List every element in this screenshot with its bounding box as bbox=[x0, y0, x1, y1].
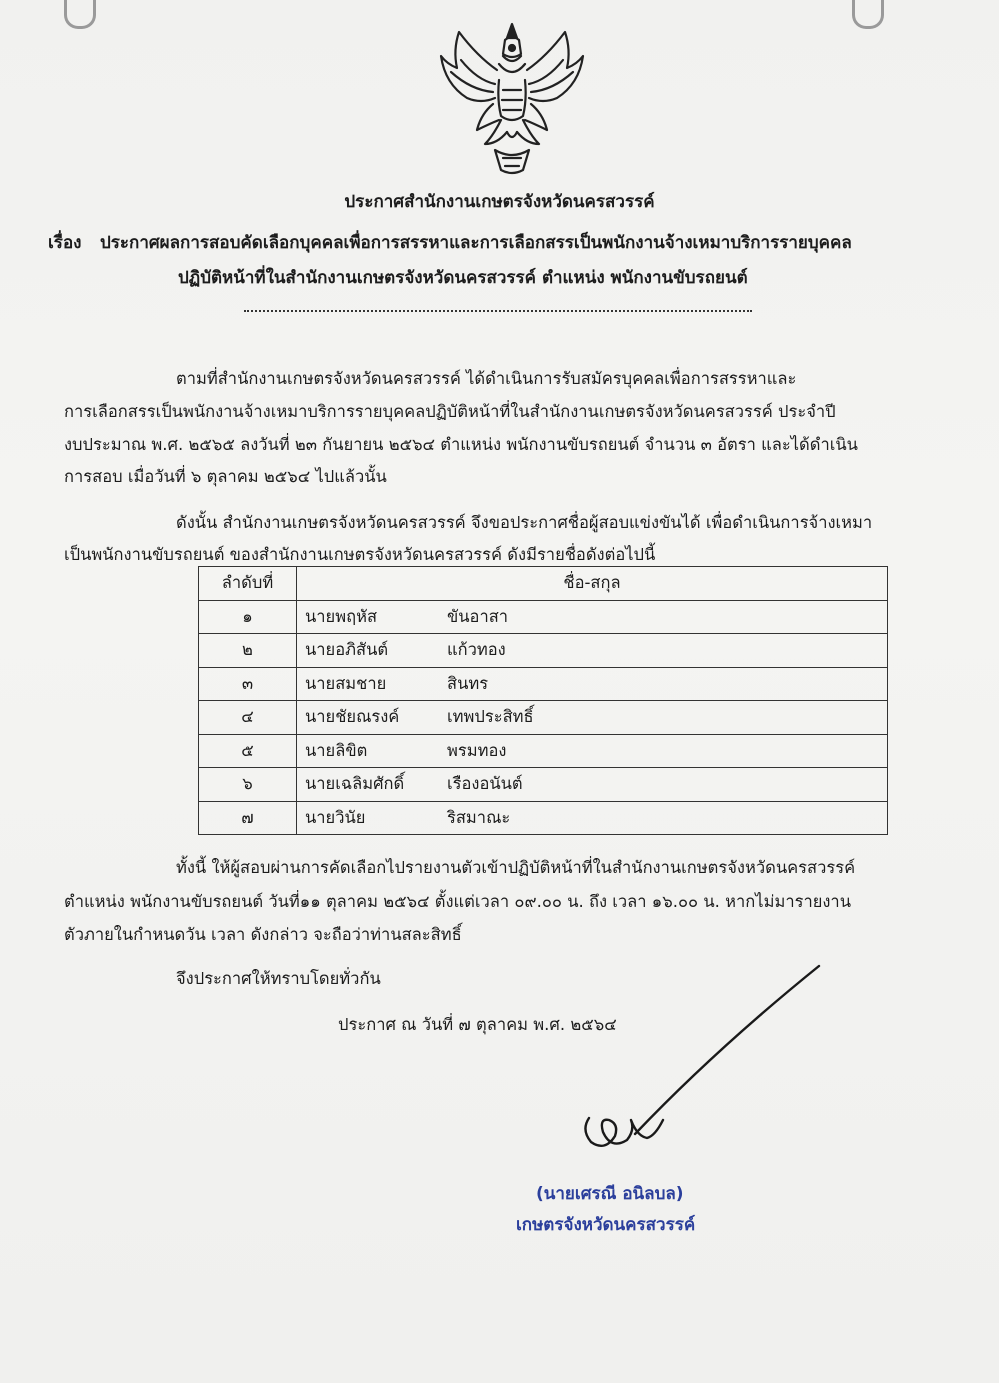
paragraph-1-line-3: งบประมาณ พ.ศ. ๒๕๖๕ ลงวันที่ ๒๓ กันยายน ๒๕๖๔ ตำแหน่ง พนักงานขับรถยนต์ จำนวน ๓ อัตรา และได้ดำเนิน bbox=[64, 435, 858, 454]
last-name: พรมทอง bbox=[447, 740, 507, 760]
paragraph-3-line-1: ทั้งนี้ ให้ผู้สอบผ่านการคัดเลือกไปรายงานตัวเข้าปฏิบัติหน้าที่ในสำนักงานเกษตรจังหวัดนครสวรรค์ bbox=[176, 858, 856, 877]
handwritten-signature bbox=[575, 960, 825, 1160]
garuda-emblem bbox=[437, 20, 587, 182]
table-row bbox=[199, 634, 888, 668]
signatory-name: (นายเศรณี อนิลบล) bbox=[536, 1184, 684, 1204]
table-row bbox=[199, 801, 888, 835]
last-name: ขันอาสา bbox=[447, 606, 509, 626]
row-number: ๒ bbox=[199, 634, 297, 668]
paragraph-1-line-2: การเลือกสรรเป็นพนักงานจ้างเหมาบริการรายบุคคลปฏิบัติหน้าที่ในสำนักงานเกษตรจังหวัดนครสวรรค์ ประจำปี bbox=[64, 402, 836, 421]
table-row bbox=[199, 667, 888, 701]
subject-line-2: ปฏิบัติหน้าที่ในสำนักงานเกษตรจังหวัดนครสวรรค์ ตำแหน่ง พนักงานขับรถยนต์ bbox=[178, 268, 748, 288]
row-number: ๓ bbox=[199, 667, 297, 701]
row-full-name bbox=[297, 734, 888, 768]
issuer-title: ประกาศสำนักงานเกษตรจังหวัดนครสวรรค์ bbox=[344, 192, 655, 212]
signatory-position: เกษตรจังหวัดนครสวรรค์ bbox=[516, 1215, 696, 1235]
candidates-table bbox=[198, 566, 888, 835]
row-number: ๖ bbox=[199, 768, 297, 802]
paper-clip bbox=[64, 0, 96, 29]
row-full-name bbox=[297, 667, 888, 701]
subject-line-1: ประกาศผลการสอบคัดเลือกบุคคลเพื่อการสรรหาและการเลือกสรรเป็นพนักงานจ้างเหมาบริการรายบุคคล bbox=[100, 233, 852, 253]
last-name: แก้วทอง bbox=[447, 640, 506, 660]
row-number: ๔ bbox=[199, 701, 297, 735]
subject-label: เรื่อง bbox=[48, 233, 82, 253]
row-number: ๑ bbox=[199, 600, 297, 634]
paragraph-1-line-4: การสอบ เมื่อวันที่ ๖ ตุลาคม ๒๕๖๔ ไปแล้วนั้น bbox=[64, 467, 387, 486]
divider bbox=[244, 310, 752, 312]
table-row bbox=[199, 701, 888, 735]
row-full-name bbox=[297, 801, 888, 835]
paper-clip bbox=[852, 0, 884, 29]
first-name: นายพฤหัส bbox=[305, 606, 378, 626]
paragraph-2-line-1: ดังนั้น สำนักงานเกษตรจังหวัดนครสวรรค์ จึงขอประกาศชื่อผู้สอบแข่งขันได้ เพื่อดำเนินการจ้างเหมา bbox=[176, 513, 873, 532]
column-header-order: ลำดับที่ bbox=[199, 567, 297, 601]
first-name: นายอภิสันต์ bbox=[305, 640, 389, 660]
table-row bbox=[199, 734, 888, 768]
table-row bbox=[199, 768, 888, 802]
row-full-name bbox=[297, 701, 888, 735]
row-number: ๕ bbox=[199, 734, 297, 768]
first-name: นายชัยณรงค์ bbox=[305, 707, 400, 727]
first-name: นายเฉลิมศักดิ์ bbox=[305, 774, 405, 794]
announcement-date: ประกาศ ณ วันที่ ๗ ตุลาคม พ.ศ. ๒๕๖๔ bbox=[338, 1015, 617, 1034]
paragraph-2-line-2: เป็นพนักงานขับรถยนต์ ของสำนักงานเกษตรจังหวัดนครสวรรค์ ดังมีรายชื่อดังต่อไปนี้ bbox=[64, 545, 656, 564]
first-name: นายลิขิต bbox=[305, 740, 368, 760]
row-full-name bbox=[297, 600, 888, 634]
column-header-name: ชื่อ-สกุล bbox=[297, 567, 888, 601]
last-name: สินทร bbox=[447, 673, 489, 693]
first-name: นายวินัย bbox=[305, 807, 366, 827]
row-full-name bbox=[297, 768, 888, 802]
row-number: ๗ bbox=[199, 801, 297, 835]
table-header-row bbox=[199, 567, 888, 601]
last-name: เทพประสิทธิ์ bbox=[447, 707, 534, 727]
last-name: ริสมาณะ bbox=[447, 807, 511, 827]
paragraph-3-line-2: ตำแหน่ง พนักงานขับรถยนต์ วันที่๑๑ ตุลาคม ๒๕๖๔ ตั้งแต่เวลา ๐๙.๐๐ น. ถึง เวลา ๑๖.๐๐ น. หากไม่มารายงาน bbox=[64, 892, 851, 911]
first-name: นายสมชาย bbox=[305, 673, 387, 693]
closing-statement: จึงประกาศให้ทราบโดยทั่วกัน bbox=[176, 969, 381, 988]
paragraph-3-line-3: ตัวภายในกำหนดวัน เวลา ดังกล่าว จะถือว่าท่านสละสิทธิ์ bbox=[64, 925, 462, 944]
paragraph-1-line-1: ตามที่สำนักงานเกษตรจังหวัดนครสวรรค์ ได้ดำเนินการรับสมัครบุคคลเพื่อการสรรหาและ bbox=[176, 369, 797, 388]
last-name: เรืองอนันต์ bbox=[447, 774, 523, 794]
row-full-name bbox=[297, 634, 888, 668]
table-row bbox=[199, 600, 888, 634]
